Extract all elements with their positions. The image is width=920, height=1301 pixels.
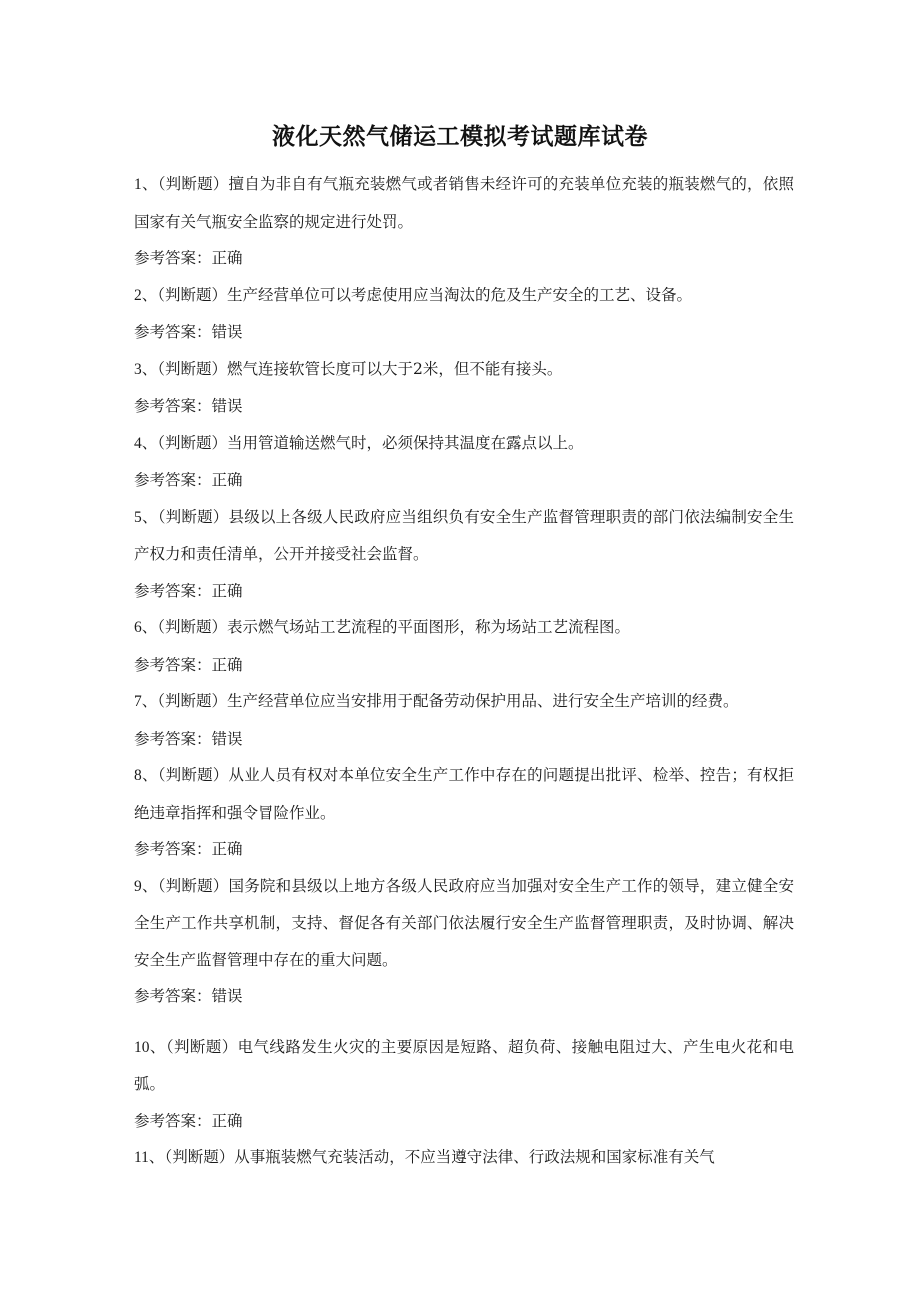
question-9	[134, 868, 794, 979]
answer-8	[134, 831, 794, 868]
question-10	[134, 1029, 794, 1103]
question-text: （判断题）生产经营单位可以考虑使用应当淘汰的危及生产安全的工艺、设备。	[157, 285, 693, 304]
answer-value: 错误	[211, 987, 243, 1005]
answer-label: 参考答案：	[134, 1111, 212, 1130]
question-number: 10、	[134, 1038, 166, 1056]
answer-value: 正确	[211, 840, 243, 858]
question-text: （判断题）擅自为非自有气瓶充装燃气或者销售未经许可的充装单位充装的瓶装燃气的，依照国家有关气瓶安全监察的规定进行处罚。	[134, 175, 794, 231]
answer-value: 错误	[211, 397, 243, 415]
question-number: 4、	[134, 434, 158, 452]
question-number: 7、	[134, 693, 158, 710]
answer-value: 错误	[211, 323, 243, 341]
question-number: 6、	[134, 619, 158, 636]
question-text: （判断题）县级以上各级人民政府应当组织负有安全生产监督管理职责的部门依法编制安全生产权力和责任清单，公开并接受社会监督。	[134, 507, 794, 563]
answer-label: 参考答案：	[134, 471, 212, 489]
answer-label: 参考答案：	[134, 249, 212, 267]
answer-1	[134, 240, 794, 277]
question-number: 9、	[134, 877, 158, 895]
question-text: （判断题）生产经营单位应当安排用于配备劳动保护用品、进行安全生产培训的经费。	[157, 692, 739, 710]
answer-5	[134, 573, 794, 610]
question-number: 11、	[134, 1149, 165, 1166]
answer-label: 参考答案：	[134, 840, 212, 858]
answer-label: 参考答案：	[134, 323, 212, 341]
question-6	[134, 609, 794, 647]
answer-label: 参考答案：	[134, 655, 212, 674]
question-text: （判断题）从业人员有权对本单位安全生产工作中存在的问题提出批评、检举、控告；有权拒绝违章指挥和强令冒险作业。	[134, 766, 794, 822]
answer-value: 正确	[211, 249, 243, 267]
question-number: 1、	[134, 176, 158, 193]
answer-7	[134, 721, 794, 758]
question-text: （判断题）当用管道输送燃气时，必须保持其温度在露点以上。	[157, 433, 584, 452]
answer-10	[134, 1103, 794, 1140]
answer-value: 正确	[211, 1111, 243, 1130]
answer-label: 参考答案：	[134, 729, 212, 748]
answer-value: 正确	[211, 655, 243, 674]
answer-4	[134, 462, 794, 499]
answer-value: 错误	[211, 729, 243, 748]
question-1	[134, 166, 794, 240]
question-number: 3、	[134, 360, 158, 378]
question-number: 2、	[134, 286, 158, 304]
question-2	[134, 277, 794, 315]
section-spacer	[134, 1015, 794, 1029]
question-text: （判断题）从事瓶装燃气充装活动，不应当遵守法律、行政法规和国家标准有关气	[164, 1148, 715, 1166]
question-text: （判断题）国务院和县级以上地方各级人民政府应当加强对安全生产工作的领导，建立健全安全生产工作共享机制，支持、督促各有关部门依法履行安全生产监督管理职责，及时协调、解决安全生产监督管理中存在的重大问题。	[134, 876, 794, 969]
answer-label: 参考答案：	[134, 397, 212, 415]
question-3	[134, 351, 794, 389]
question-list	[134, 166, 794, 1177]
question-11	[134, 1139, 794, 1177]
question-8	[134, 757, 794, 831]
question-number: 5、	[134, 508, 158, 526]
answer-label: 参考答案：	[134, 987, 212, 1005]
page-title: 液化天然气储运工模拟考试题库试卷	[272, 124, 648, 150]
answer-9	[134, 978, 794, 1015]
question-7	[134, 683, 794, 721]
answer-3	[134, 388, 794, 425]
question-text: （判断题）表示燃气场站工艺流程的平面图形，称为场站工艺流程图。	[157, 618, 631, 636]
question-4	[134, 425, 794, 463]
answer-value: 正确	[211, 581, 243, 600]
answer-value: 正确	[211, 471, 243, 489]
answer-label: 参考答案：	[134, 581, 212, 600]
question-text: （判断题）燃气连接软管长度可以大于2米，但不能有接头。	[157, 359, 563, 378]
question-number: 8、	[134, 767, 158, 784]
answer-6	[134, 647, 794, 684]
question-5	[134, 499, 794, 573]
question-text: （判断题）电气线路发生火灾的主要原因是短路、超负荷、接触电阻过大、产生电火花和电弧。	[134, 1037, 794, 1093]
answer-2	[134, 314, 794, 351]
